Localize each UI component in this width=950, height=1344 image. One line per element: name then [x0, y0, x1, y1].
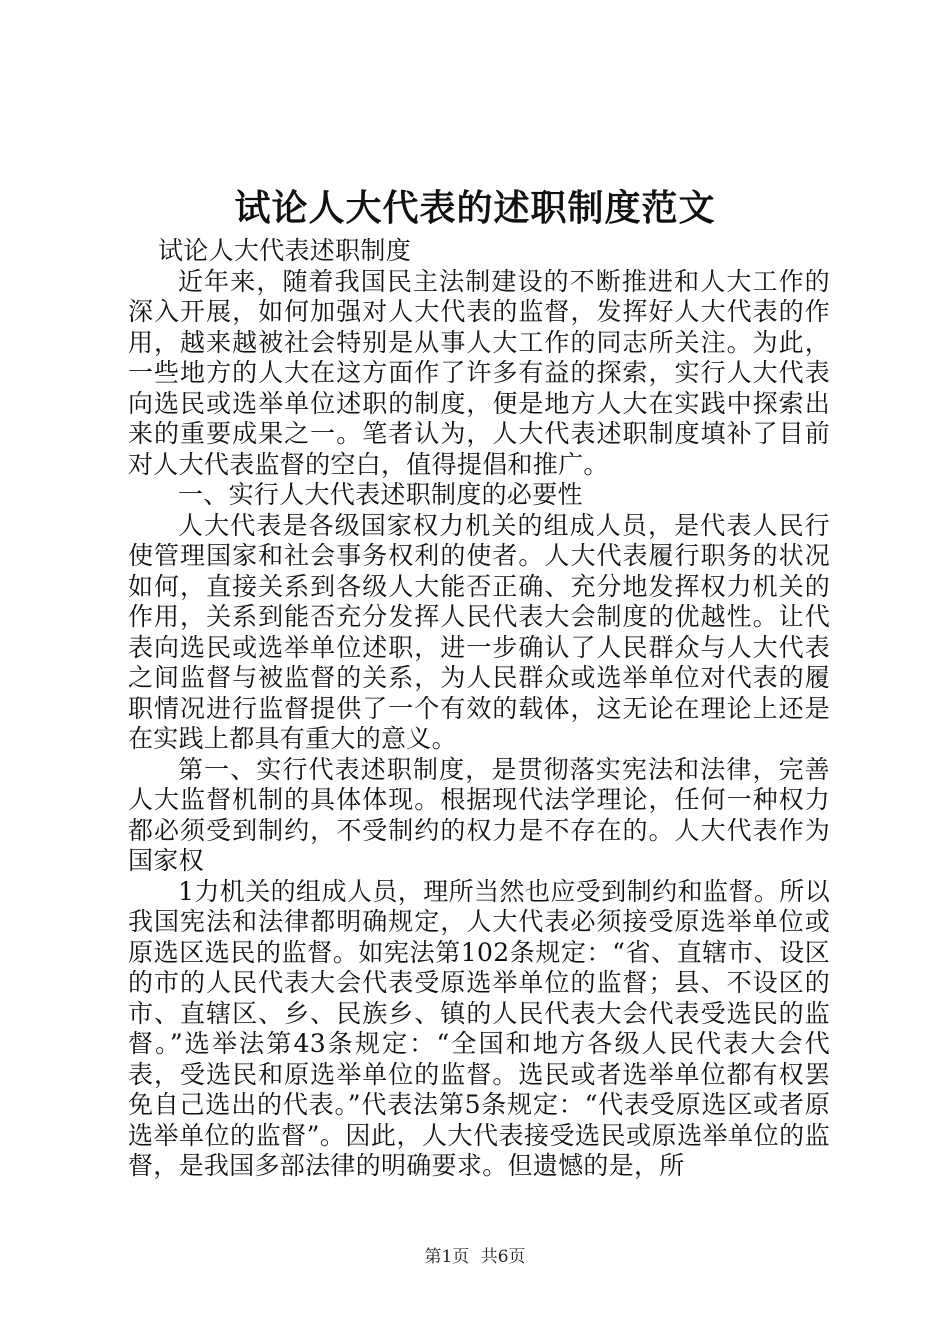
document-body	[128, 236, 830, 1182]
page-total: 共6页	[480, 1247, 526, 1267]
paragraph-subtitle: 试论人大代表述职制度	[158, 236, 412, 265]
paragraph-intro: 近年来，随着我国民主法制建设的不断推进和人大工作的深入开展，如何加强对人大代表的监督，发挥好人大代表的作用，越来越被社会特别是从事人大工作的同志所关注。为此，一些地方的人大在这方面作了许多有益的探索，实行人大代表向选民或选举单位述职的制度，便是地方人大在实践中探索出来的重要成果之一。笔者认为，人大代表述职制度填补了目前对人大代表监督的空白，值得提倡和推广。	[128, 266, 830, 479]
document-title: 试论人大代表的述职制度范文	[234, 187, 716, 229]
page-number: 第1页	[424, 1247, 470, 1267]
paragraph-body: 第一、实行代表述职制度，是贯彻落实宪法和法律，完善人大监督机制的具体体现。根据现代法学理论，任何一种权力都必须受到制约，不受制约的权力是不存在的。人大代表作为国家权	[128, 754, 830, 875]
paragraph-body: 人大代表是各级国家权力机关的组成人员，是代表人民行使管理国家和社会事务权利的使者。人大代表履行职务的状况如何，直接关系到各级人大能否正确、充分地发挥权力机关的作用，关系到能否充分发挥人民代表大会制度的优越性。让代表向选民或选举单位述职，进一步确认了人民群众与人大代表之间监督与被监督的关系，为人民群众或选举单位对代表的履职情况进行监督提供了一个有效的载体，这无论在理论上还是在实践上都具有重大的意义。	[128, 510, 830, 753]
paragraph-body: 1力机关的组成人员，理所当然也应受到制约和监督。所以我国宪法和法律都明确规定，人大代表必须接受原选举单位或原选区选民的监督。如宪法第102条规定：“省、直辖市、设区的市的人民代表大会代表受原选举单位的监督；县、不设区的市、直辖区、乡、民族乡、镇的人民代表大会代表受选民的监督。”选举法第43条规定：“全国和地方各级人民代表大会代表，受选民和原选举单位的监督。选民或者选举单位都有权罢免自己选出的代表。”代表法第5条规定：“代表受原选区或者原选举单位的监督”。因此，人大代表接受选民或原选举单位的监督，是我国多部法律的明确要求。但遗憾的是，所	[128, 876, 830, 1180]
section-heading: 一、实行人大代表述职制度的必要性	[178, 480, 583, 509]
page-footer	[0, 1246, 950, 1268]
